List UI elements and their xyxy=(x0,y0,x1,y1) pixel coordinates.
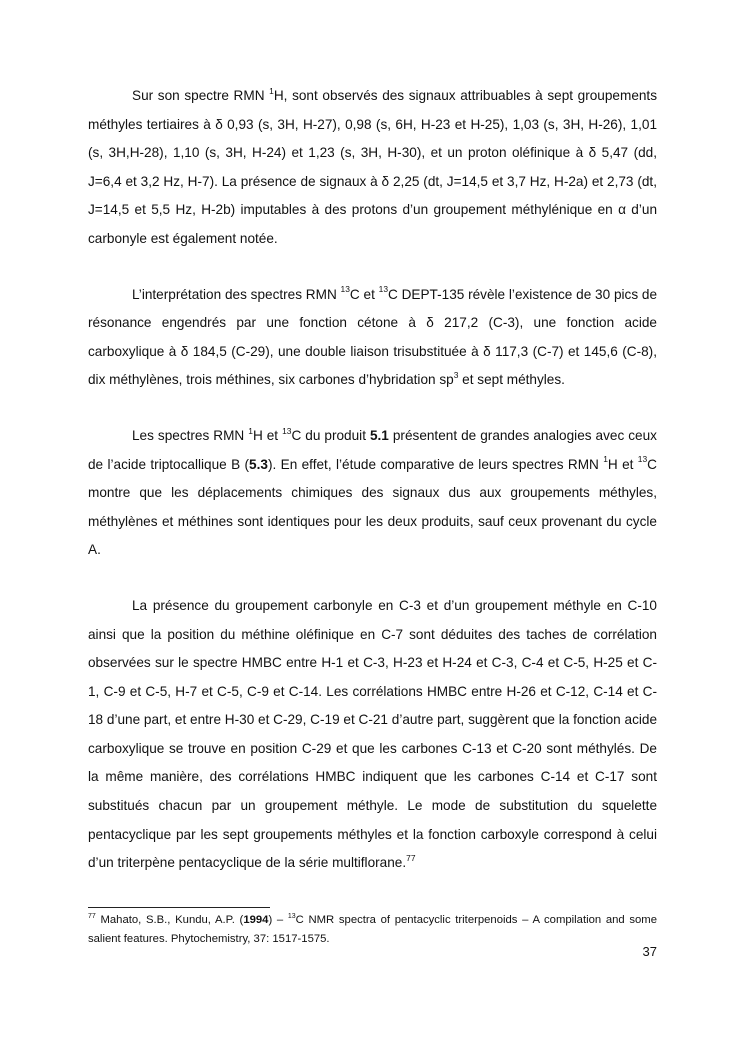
superscript: 13 xyxy=(637,454,648,465)
text-run: C du produit xyxy=(291,427,370,443)
superscript: 1 xyxy=(248,425,253,436)
bold-text: 5.1 xyxy=(369,427,389,443)
text-run: et sept méthyles. xyxy=(458,372,565,388)
text-run: C NMR spectra of pentacyclic triterpenoids – A compilation and some salient features. Phytochemistry, 37: 1517-1575. xyxy=(88,914,657,945)
text-run: Mahato, S.B., Kundu, A.P. ( xyxy=(95,914,244,926)
paragraph-3 xyxy=(88,422,657,565)
footnote-marker: 77 xyxy=(88,912,96,920)
text-run: Sur son spectre RMN xyxy=(132,88,270,103)
footnote xyxy=(88,911,657,949)
text-run: H et xyxy=(607,456,638,472)
paragraph-1 xyxy=(88,82,657,254)
superscript: 13 xyxy=(378,284,389,295)
text-run: C et xyxy=(349,286,379,302)
superscript: 13 xyxy=(282,425,292,436)
text-run: ) – xyxy=(268,914,288,926)
text-run: L’interprétation des spectres RMN xyxy=(132,286,341,302)
paragraph-2 xyxy=(88,281,657,395)
superscript: 1 xyxy=(603,454,608,465)
bold-text: 5.3 xyxy=(249,456,268,472)
text-run: présentent de grandes analogies avec ceux de l’acide triptocallique B ( xyxy=(88,427,657,472)
text-run: H, sont observés des signaux attribuables à sept groupements méthyles tertiaires à δ 0,93 (s, 3H, H-27), 0,98 (s, 6H, H-23 et H-25), 1,03 (s, 3H, H-26), 1,01 (s, 3H,H-28), 1,10 (s, 3H, H-24) et 1,23 (s, 3H, H-30), et un proton oléfinique à δ 5,47 (dd, J=6,4 et 3,2 Hz, H-7). La présence de signaux à δ 2,25 (dt, J=14,5 et 3,7 Hz, H-2a) et 2,73 (dt, J=14,5 et 5,5 Hz, H-2b) imputables à des protons d’un groupement méthylénique en α d’un carbonyle est également notée. xyxy=(88,88,658,246)
superscript: 1 xyxy=(269,85,274,96)
text-run: Les spectres RMN xyxy=(132,427,249,443)
paragraph-4 xyxy=(88,592,657,878)
text-run: ). En effet, l’étude comparative de leurs spectres RMN xyxy=(267,456,604,472)
text-run: H et xyxy=(252,427,283,443)
superscript: 13 xyxy=(287,912,296,920)
text-run: C montre que les déplacements chimiques des signaux dus aux groupements méthyles, méthylènes et méthines sont identiques pour les deux produits, sauf ceux provenant du cycle A. xyxy=(88,456,657,558)
footnote-divider xyxy=(88,907,270,908)
superscript: 3 xyxy=(453,369,459,380)
bold-text: 1994 xyxy=(243,914,269,926)
page-number: 37 xyxy=(642,944,657,959)
body-text xyxy=(88,82,657,905)
superscript: 13 xyxy=(340,284,350,295)
text-run: La présence du groupement carbonyle en C-3 et d’un groupement méthyle en C-10 ainsi que la position du méthine oléfinique en C-7 sont déduites des taches de corrélation observées sur le spectre HMBC entre H-1 et C-3, H-23 et H-24 et C-3, C-4 et C-5, H-25 et C-1, C-9 et C-5, H-7 et C-5, C-9 et C-14. Les corrélations HMBC entre H-26 et C-12, C-14 et C-18 d’une part, et entre H-30 et C-29, C-19 et C-21 d’autre part, suggèrent que la fonction acide carboxylique se trouve en position C-29 et que les carbones C-13 et C-20 sont méthylés. De la même manière, des corrélations HMBC indiquent que les carbones C-14 et C-17 sont substitués chacun par un groupement méthyle. Le mode de substitution du squelette pentacyclique par les sept groupements méthyles et la fonction carboxyle correspond à celui d’un triterpène pentacyclique de la série multiflorane. xyxy=(88,597,658,871)
footnote-text xyxy=(88,914,657,945)
superscript: 77 xyxy=(406,852,416,863)
text-run: C DEPT-135 révèle l’existence de 30 pics de résonance engendrés par une fonction cétone à δ 217,2 (C-3), une fonction acide carboxylique à δ 184,5 (C-29), une double liaison trisubstituée à δ 117,3 (C-7) et 145,6 (C-8), dix méthylènes, trois méthines, six carbones d’hybridation sp xyxy=(88,286,658,388)
